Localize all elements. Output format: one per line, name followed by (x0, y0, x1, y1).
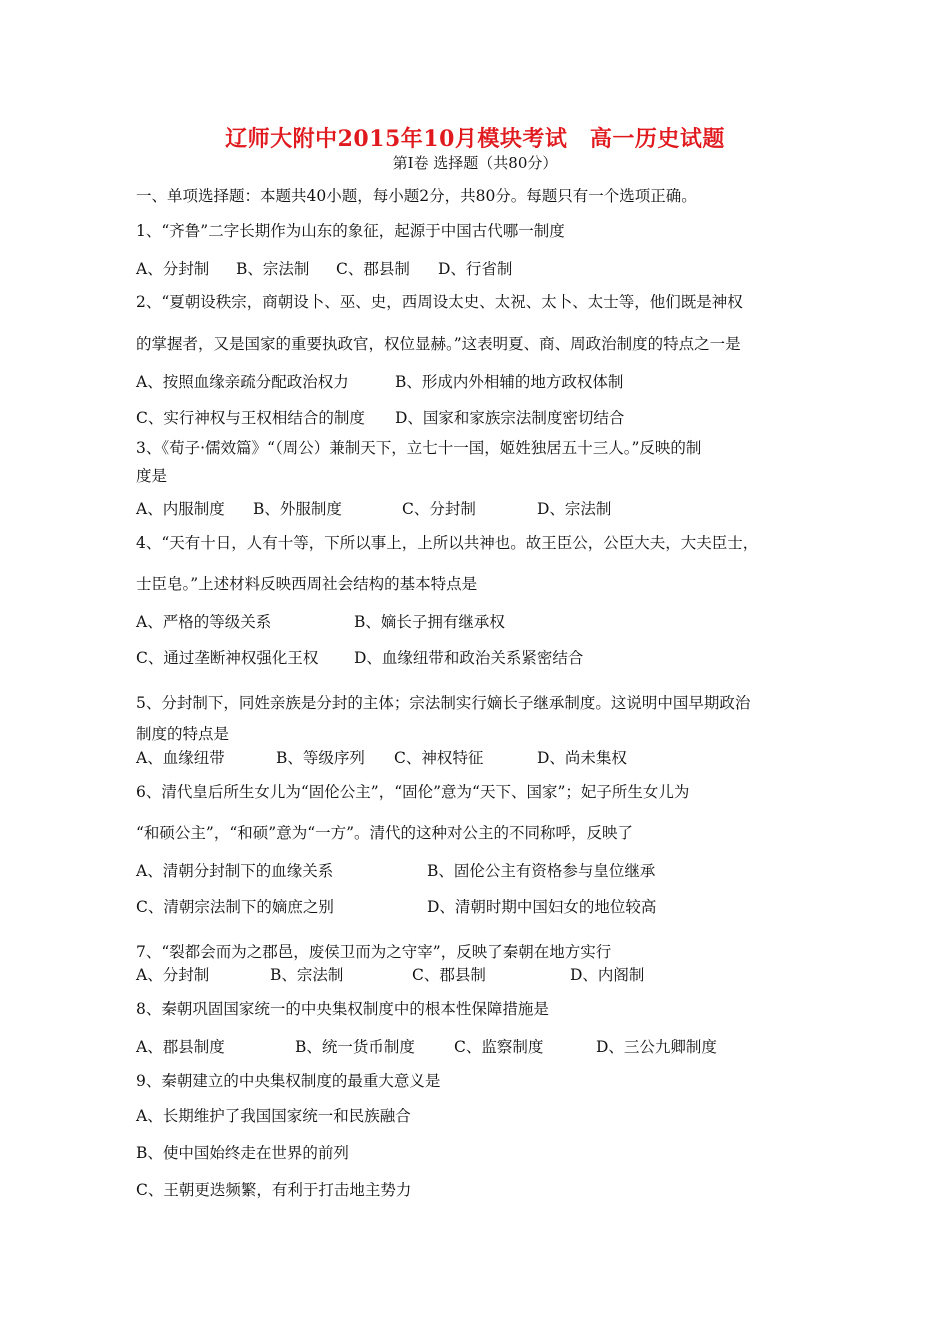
question-5-stem-line2: 制度的特点是 (136, 725, 230, 743)
instructions: 一、单项选择题：本题共40小题，每小题2分，共80分。每题只有一个选项正确。 (136, 187, 697, 205)
question-9-stem: 9、秦朝建立的中央集权制度的最重大意义是 (136, 1072, 441, 1090)
question-6-stem-line1: 6、清代皇后所生女儿为“固伦公主”，“固伦”意为“天下、国家”；妃子所生女儿为 (136, 783, 690, 801)
option-b: B、等级序列 (276, 749, 365, 767)
option-a: A、血缘纽带 (136, 749, 225, 767)
option-d: D、行省制 (438, 260, 513, 278)
option-a: A、清朝分封制下的血缘关系 (136, 862, 334, 880)
question-5-stem-line1: 5、分封制下，同姓亲族是分封的主体；宗法制实行嫡长子继承制度。这说明中国早期政治 (136, 694, 751, 712)
option-d: D、内阁制 (570, 966, 645, 984)
option-d: D、血缘纽带和政治关系紧密结合 (354, 649, 584, 667)
option-a: A、按照血缘亲疏分配政治权力 (136, 373, 349, 391)
option-b: B、宗法制 (236, 260, 310, 278)
question-7-stem: 7、“裂都会而为之郡邑，废侯卫而为之守宰”，反映了秦朝在地方实行 (136, 943, 612, 961)
option-b: B、嫡长子拥有继承权 (354, 613, 505, 631)
option-a: A、内服制度 (136, 500, 225, 518)
question-8-stem: 8、秦朝巩固国家统一的中央集权制度中的根本性保障措施是 (136, 1000, 549, 1018)
question-9-option-a: A、长期维护了我国国家统一和民族融合 (136, 1107, 411, 1125)
option-c: C、郡县制 (336, 260, 410, 278)
option-a: A、严格的等级关系 (136, 613, 272, 631)
option-c: C、分封制 (402, 500, 476, 518)
option-c: C、监察制度 (454, 1038, 544, 1056)
question-2-stem-line2: 的掌握者，又是国家的重要执政官，权位显赫。”这表明夏、商、周政治制度的特点之一是 (136, 335, 741, 353)
question-1-stem: 1、“齐鲁”二字长期作为山东的象征，起源于中国古代哪一制度 (136, 222, 565, 240)
option-d: D、三公九卿制度 (596, 1038, 717, 1056)
question-2-stem-line1: 2、“夏朝设秩宗，商朝设卜、巫、史，西周设太史、太祝、太卜、太士等，他们既是神权 (136, 293, 743, 311)
question-7-options (136, 963, 896, 983)
option-c: C、神权特征 (394, 749, 484, 767)
question-3-options (136, 497, 896, 517)
question-4-stem-line2: 士臣皂。”上述材料反映西周社会结构的基本特点是 (136, 575, 478, 593)
question-6-options-row1 (136, 859, 896, 879)
option-a: A、分封制 (136, 260, 210, 278)
option-b: B、形成内外相辅的地方政权体制 (395, 373, 624, 391)
option-c: C、清朝宗法制下的嫡庶之别 (136, 898, 334, 916)
option-b: B、固伦公主有资格参与皇位继承 (427, 862, 656, 880)
option-c: C、实行神权与王权相结合的制度 (136, 409, 365, 427)
option-c: C、郡县制 (412, 966, 486, 984)
option-b: B、外服制度 (253, 500, 342, 518)
question-9-option-b: B、使中国始终走在世界的前列 (136, 1144, 349, 1162)
option-d: D、尚未集权 (537, 749, 627, 767)
question-5-options (136, 746, 896, 766)
question-4-options-row2 (136, 646, 896, 666)
option-c: C、通过垄断神权强化王权 (136, 649, 319, 667)
question-4-stem-line1: 4、“天有十日，人有十等，下所以事上，上所以共神也。故王臣公，公臣大夫，大夫臣士， (136, 534, 759, 552)
question-4-options-row1 (136, 610, 896, 630)
question-9-option-c: C、王朝更迭频繁，有利于打击地主势力 (136, 1181, 412, 1199)
option-b: B、宗法制 (270, 966, 344, 984)
question-2-options-row1 (136, 370, 896, 390)
option-d: D、国家和家族宗法制度密切结合 (395, 409, 625, 427)
question-8-options (136, 1035, 896, 1055)
question-6-options-row2 (136, 895, 896, 915)
option-d: D、清朝时期中国妇女的地位较高 (427, 898, 657, 916)
section-subtitle: 第Ⅰ卷 选择题（共80分） (392, 154, 558, 172)
question-6-stem-line2: “和硕公主”，“和硕”意为“一方”。清代的这种对公主的不同称呼，反映了 (136, 824, 634, 842)
question-2-options-row2 (136, 406, 896, 426)
question-3-stem-line2: 度是 (136, 467, 168, 485)
question-1-options (136, 257, 896, 277)
option-a: A、郡县制度 (136, 1038, 225, 1056)
question-3-stem-line1: 3、《荀子·儒效篇》“（周公）兼制天下，立七十一国，姬姓独居五十三人。”反映的制 (136, 439, 702, 457)
option-a: A、分封制 (136, 966, 210, 984)
option-d: D、宗法制 (537, 500, 612, 518)
option-b: B、统一货币制度 (295, 1038, 415, 1056)
exam-title: 辽师大附中2015年10月模块考试 高一历史试题 (225, 126, 725, 152)
